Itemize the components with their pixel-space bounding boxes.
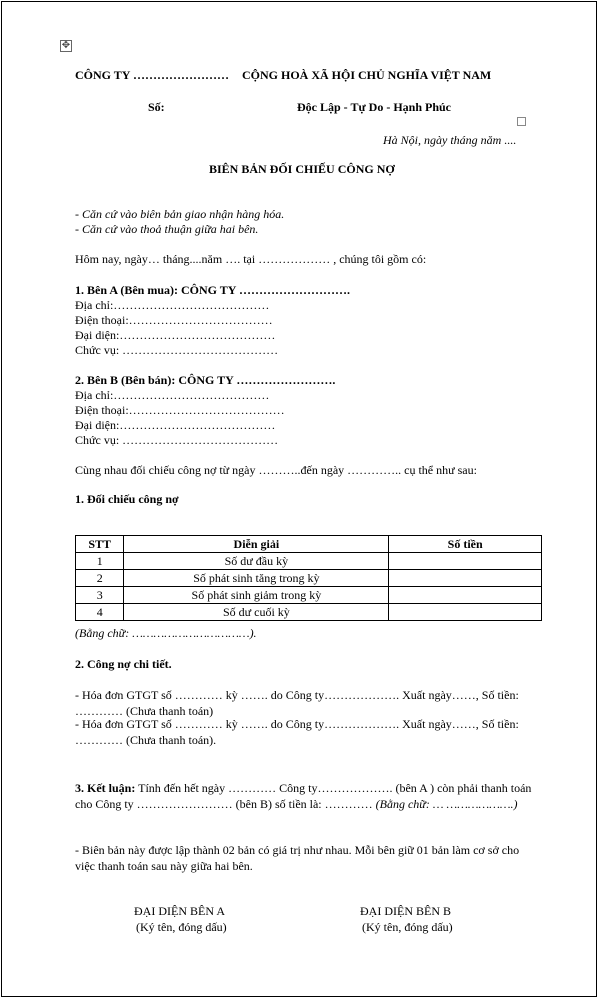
document-number-label: Số: [148,100,165,114]
row-stt: 2 [76,570,124,587]
amount-in-words: (Bằng chữ: ……………………………). [75,626,257,640]
column-header-stt: STT [76,536,124,553]
signature-a-subtitle: (Ký tên, đóng dấu) [136,920,227,934]
row-amount [389,604,542,621]
header-country: CỘNG HOÀ XÃ HỘI CHỦ NGHĨA VIỆT NAM [242,68,492,82]
row-amount [389,587,542,604]
party-a-representative: Đại diện:………………………………… [75,328,276,342]
conclusion-text: Tính đến hết ngày ………… Công ty………………. (bên A ) còn phải thanh toán cho Công ty …………………… (bên B) số tiền là: ………… [75,781,532,811]
reconcile-period-line: Cùng nhau đối chiếu công nợ từ ngày ………..đến ngày ………….. cụ thể như sau: [75,463,477,477]
debt-table [75,535,542,621]
basis-line-2: - Căn cứ vào thoả thuận giữa hai bên. [75,222,259,236]
table-row [76,553,542,570]
row-description: Số dư cuối kỳ [124,604,389,621]
empty-square-icon [517,117,526,126]
party-a-address: Địa chỉ:………………………………… [75,298,270,312]
document-title: BIÊN BẢN ĐỐI CHIẾU CÔNG NỢ [209,162,395,176]
table-header-row [76,536,542,553]
party-b-phone: Điện thoại:………………………………… [75,403,285,417]
party-a-heading: 1. Bên A (Bên mua): CÔNG TY ………………………. [75,283,351,297]
section-1-heading: 1. Đối chiếu công nợ [75,492,179,506]
table-row [76,570,542,587]
column-header-amount: Số tiền [389,536,542,553]
conclusion-in-words: (Bằng chữ: … ……………….) [375,797,518,811]
party-b-address: Địa chỉ:………………………………… [75,388,270,402]
party-a-position: Chức vụ: ………………………………… [75,343,279,357]
section-2-heading: 2. Công nợ chi tiết. [75,657,172,671]
party-b-representative: Đại diện:………………………………… [75,418,276,432]
place-date: Hà Nội, ngày tháng năm .... [383,133,517,147]
party-b-heading: 2. Bên B (Bên bán): CÔNG TY ……………………. [75,373,336,387]
row-stt: 4 [76,604,124,621]
row-amount [389,553,542,570]
table-row [76,604,542,621]
basis-line-1: - Căn cứ vào biên bản giao nhận hàng hóa. [75,207,285,221]
signature-b-subtitle: (Ký tên, đóng dấu) [362,920,453,934]
conclusion-paragraph [75,780,537,812]
move-handle-icon[interactable]: ✥ [61,40,71,51]
document-page [1,1,597,997]
invoice-item-1: - Hóa đơn GTGT số ………… kỳ ……. do Công ty………………. Xuất ngày……, Số tiền: ………… (Chưa thanh toán) [75,688,519,718]
row-description: Số phát sinh tăng trong kỳ [124,570,389,587]
intro-line: Hôm nay, ngày… tháng....năm …. tại ……………… , chúng tôi gồm có: [75,252,427,266]
signature-b-title: ĐẠI DIỆN BÊN B [360,904,451,918]
closing-note: - Biên bản này được lập thành 02 bản có giá trị như nhau. Mỗi bên giữ 01 bản làm cơ sở cho việc thanh toán sau này giữa hai bên. [75,843,520,873]
row-description: Số dư đầu kỳ [124,553,389,570]
invoice-item-2: - Hóa đơn GTGT số ………… kỳ ……. do Công ty………………. Xuất ngày……, Số tiền: ………… (Chưa thanh toán). [75,717,519,747]
party-b-position: Chức vụ: ………………………………… [75,433,279,447]
row-stt: 1 [76,553,124,570]
column-header-description: Diễn giải [124,536,389,553]
header-motto: Độc Lập - Tự Do - Hạnh Phúc [297,100,452,114]
conclusion-label: 3. Kết luận: [75,781,136,795]
row-amount [389,570,542,587]
row-stt: 3 [76,587,124,604]
row-description: Số phát sinh giảm trong kỳ [124,587,389,604]
signature-a-title: ĐẠI DIỆN BÊN A [134,904,225,918]
table-row [76,587,542,604]
header-company: CÔNG TY …………………… [75,68,230,82]
party-a-phone: Điện thoại:……………………………… [75,313,273,327]
